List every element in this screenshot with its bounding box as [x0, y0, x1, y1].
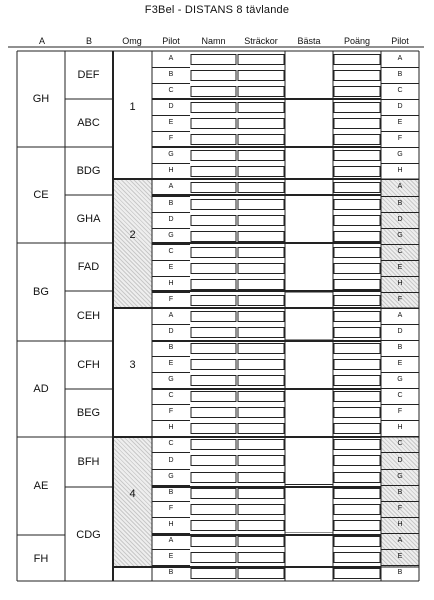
entry-box	[334, 280, 380, 290]
pilot-letter: E	[397, 263, 403, 271]
pilot-letter: D	[168, 328, 174, 336]
entry-box	[334, 392, 380, 402]
header-pilot: Pilot	[162, 36, 180, 46]
group-b-cell: BFH	[77, 456, 100, 468]
entry-box	[191, 521, 236, 531]
entry-box	[238, 167, 284, 177]
best-box	[285, 99, 333, 147]
pilot-letter: D	[397, 103, 403, 111]
entry-box	[334, 456, 380, 466]
pilot-letter: H	[168, 520, 174, 528]
pilot-letter: G	[397, 472, 403, 480]
entry-box	[191, 553, 236, 563]
pilot-letter: E	[397, 119, 403, 127]
entry-box	[191, 296, 236, 306]
pilot-letter: C	[168, 440, 174, 448]
entry-box	[191, 183, 236, 193]
entry-box	[238, 489, 284, 499]
pilot-letter: F	[397, 408, 403, 416]
group-b-cell: BDG	[76, 165, 101, 177]
entry-box	[238, 456, 284, 466]
pilot-letter: D	[397, 328, 403, 336]
entry-box	[334, 248, 380, 258]
group-b-cell: ABC	[77, 117, 100, 129]
pilot-letter: F	[168, 408, 174, 416]
entry-box	[191, 232, 236, 242]
entry-box	[334, 489, 380, 499]
entry-box	[191, 473, 236, 483]
entry-box	[334, 200, 380, 210]
pilot-letter: C	[168, 87, 174, 95]
entry-box	[238, 232, 284, 242]
pilot-letter: D	[168, 456, 174, 464]
pilot-letter: E	[397, 360, 403, 368]
pilot-letter: B	[397, 488, 403, 496]
pilot-letter: G	[168, 472, 174, 480]
entry-box	[238, 264, 284, 274]
group-b-cell: GHA	[76, 213, 101, 225]
pilot-letter: C	[397, 247, 403, 255]
best-box	[285, 340, 333, 388]
entry-box	[334, 473, 380, 483]
entry-box	[238, 216, 284, 226]
pilot-letter: H	[397, 520, 403, 528]
pilot-letter: B	[397, 568, 403, 576]
pilot-letter: F	[397, 295, 403, 303]
entry-box	[238, 296, 284, 306]
entry-box	[238, 553, 284, 563]
entry-box	[191, 312, 236, 322]
entry-box	[238, 408, 284, 418]
pilot-letter: D	[397, 456, 403, 464]
best-box	[285, 196, 333, 244]
pilot-letter: E	[397, 552, 403, 560]
header-omg: Omg	[122, 36, 142, 46]
entry-box	[334, 569, 380, 579]
group-a-cell: BG	[33, 286, 49, 298]
group-a-cell: GH	[32, 93, 50, 105]
entry-box	[238, 312, 284, 322]
entry-box	[238, 183, 284, 193]
entry-box	[334, 296, 380, 306]
pilot-letter: A	[168, 55, 174, 62]
group-a-cell: CE	[33, 189, 49, 201]
entry-box	[191, 424, 236, 434]
entry-box	[191, 456, 236, 466]
pilot-letter: F	[397, 135, 403, 143]
entry-box	[238, 473, 284, 483]
header-a: A	[38, 36, 45, 46]
entry-box	[191, 376, 236, 386]
pilot-letter: H	[397, 167, 403, 175]
pilot-letter: A	[397, 55, 403, 62]
pilot-letter: B	[168, 344, 174, 352]
entry-box	[334, 87, 380, 97]
pilot-letter: H	[168, 279, 174, 287]
pilot-letter: A	[168, 183, 174, 191]
pilot-letter: B	[397, 199, 403, 207]
entry-box	[191, 569, 236, 579]
pilot-letter: B	[397, 344, 403, 352]
entry-box	[334, 344, 380, 354]
entry-box	[334, 55, 380, 65]
pilot-letter: H	[397, 279, 403, 287]
entry-box	[334, 553, 380, 563]
group-b-cell: CEH	[76, 310, 101, 322]
entry-box	[334, 505, 380, 515]
pilot-letter: F	[168, 295, 174, 303]
entry-box	[238, 344, 284, 354]
pilot-letter: E	[168, 552, 174, 560]
pilot-letter: E	[168, 360, 174, 368]
pilot-letter: G	[168, 376, 174, 384]
group-b-cell: CFH	[77, 359, 100, 371]
entry-box	[238, 360, 284, 370]
header-pilot-right: Pilot	[391, 36, 409, 46]
pilot-letter: E	[168, 263, 174, 271]
entry-box	[238, 55, 284, 65]
group-a-cell: AE	[33, 480, 49, 492]
entry-box	[334, 135, 380, 145]
pilot-letter: G	[397, 376, 403, 384]
pilot-letter: B	[168, 71, 174, 79]
pilot-letter: C	[168, 392, 174, 400]
best-box	[285, 388, 333, 436]
best-box	[285, 485, 333, 533]
pilot-letter: G	[397, 151, 403, 159]
entry-box	[334, 216, 380, 226]
entry-box	[238, 328, 284, 338]
entry-box	[191, 505, 236, 515]
pilot-letter: F	[168, 504, 174, 512]
pilot-letter: B	[168, 199, 174, 207]
header-strackor: Sträckor	[244, 36, 278, 46]
entry-box	[191, 264, 236, 274]
round-number: 3	[129, 358, 136, 371]
pilot-letter: A	[397, 183, 403, 191]
entry-box	[238, 103, 284, 113]
round-number: 2	[129, 229, 136, 241]
round-number: 4	[129, 487, 136, 500]
entry-box	[191, 328, 236, 338]
group-b-cell: DEF	[77, 69, 100, 81]
entry-box	[334, 440, 380, 450]
best-box	[285, 436, 333, 484]
pilot-letter: A	[397, 311, 403, 319]
entry-box	[238, 521, 284, 531]
entry-box	[191, 151, 236, 161]
entry-box	[238, 440, 284, 450]
group-b-cell: FAD	[77, 261, 100, 273]
pilot-letter: A	[168, 536, 174, 544]
entry-box	[238, 424, 284, 434]
pilot-letter: F	[397, 504, 403, 512]
entry-box	[191, 55, 236, 65]
pilot-letter: C	[397, 392, 403, 400]
pilot-letter: D	[168, 103, 174, 111]
entry-box	[191, 408, 236, 418]
entry-box	[238, 248, 284, 258]
pilot-letter: G	[168, 231, 174, 239]
best-box	[285, 244, 333, 292]
header-poang: Poäng	[343, 36, 371, 46]
entry-box	[238, 135, 284, 145]
entry-box	[334, 119, 380, 129]
entry-box	[238, 569, 284, 579]
round-number: 1	[129, 101, 136, 113]
header-b: B	[85, 36, 92, 46]
entry-box	[191, 119, 236, 129]
pilot-letter: F	[168, 135, 174, 143]
entry-box	[334, 521, 380, 531]
header-basta: Bästa	[297, 36, 321, 46]
pilot-letter: H	[168, 167, 174, 175]
best-box	[285, 51, 333, 99]
entry-box	[334, 264, 380, 274]
entry-box	[191, 216, 236, 226]
entry-box	[191, 167, 236, 177]
entry-box	[191, 280, 236, 290]
entry-box	[334, 183, 380, 193]
group-a-cell: FH	[33, 553, 49, 565]
group-b-cell: CDG	[76, 529, 101, 541]
entry-box	[334, 71, 380, 81]
pilot-letter: C	[168, 247, 174, 255]
pilot-letter: B	[168, 568, 174, 576]
entry-box	[191, 360, 236, 370]
entry-box	[191, 87, 236, 97]
pilot-letter: E	[168, 119, 174, 127]
entry-box	[191, 103, 236, 113]
pilot-letter: H	[397, 424, 403, 432]
entry-box	[191, 489, 236, 499]
entry-box	[334, 328, 380, 338]
pilot-letter: C	[397, 87, 403, 95]
entry-box	[334, 360, 380, 370]
entry-box	[191, 344, 236, 354]
best-box	[285, 147, 333, 195]
group-a-cell: AD	[33, 383, 49, 395]
entry-box	[238, 376, 284, 386]
entry-box	[238, 392, 284, 402]
entry-box	[334, 232, 380, 242]
pilot-letter: B	[168, 488, 174, 496]
best-box	[285, 292, 333, 340]
pilot-letter: A	[397, 536, 403, 544]
entry-box	[191, 71, 236, 81]
entry-box	[334, 424, 380, 434]
entry-box	[238, 71, 284, 81]
entry-box	[191, 248, 236, 258]
pilot-letter: A	[168, 311, 174, 319]
best-box	[285, 533, 333, 581]
pilot-letter: C	[397, 440, 403, 448]
pilot-letter: D	[168, 215, 174, 223]
entry-box	[191, 200, 236, 210]
entry-box	[238, 119, 284, 129]
entry-box	[238, 87, 284, 97]
entry-box	[238, 200, 284, 210]
pilot-letter: G	[397, 231, 403, 239]
entry-box	[238, 151, 284, 161]
entry-box	[334, 103, 380, 113]
entry-box	[238, 537, 284, 547]
entry-box	[334, 537, 380, 547]
entry-box	[334, 408, 380, 418]
entry-box	[334, 167, 380, 177]
pilot-letter: B	[397, 71, 403, 79]
entry-box	[334, 151, 380, 161]
entry-box	[238, 505, 284, 515]
entry-box	[191, 440, 236, 450]
entry-box	[334, 312, 380, 322]
entry-box	[334, 376, 380, 386]
pilot-letter: D	[397, 215, 403, 223]
entry-box	[191, 392, 236, 402]
group-b-cell: BEG	[76, 407, 101, 419]
pilot-letter: G	[168, 151, 174, 159]
entry-box	[238, 280, 284, 290]
pilot-letter: H	[168, 424, 174, 432]
page-title: F3Bel - DISTANS 8 tävlande	[144, 4, 290, 16]
header-namn: Namn	[201, 36, 226, 46]
entry-box	[191, 135, 236, 145]
entry-box	[191, 537, 236, 547]
